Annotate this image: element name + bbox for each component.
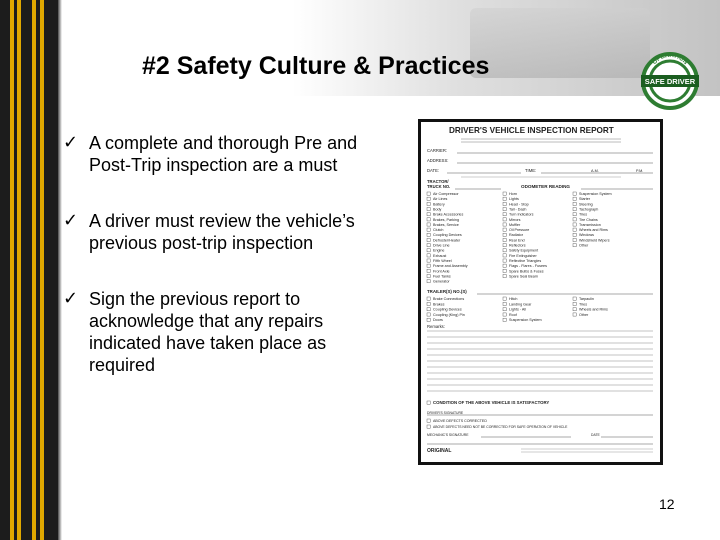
- form-item: Safety Equipment: [509, 248, 539, 253]
- form-checkbox: [573, 313, 576, 316]
- form-item: Coupling Devices: [433, 307, 462, 312]
- form-item: Tail - Dash: [509, 207, 527, 212]
- form-item: Exhaust: [433, 253, 447, 258]
- form-checkbox: [503, 254, 506, 257]
- form-checkbox: [427, 269, 430, 272]
- form-item: Tachograph: [579, 207, 599, 212]
- form-checkbox: [427, 313, 430, 316]
- form-item: Coupling (King) Pin: [433, 312, 465, 317]
- form-item: Lights - All: [509, 307, 527, 312]
- form-checkbox: [503, 228, 506, 231]
- form-mechanic-signature-label: MECHANIC'S SIGNATURE: [427, 433, 469, 437]
- form-checkbox: [427, 259, 430, 262]
- form-checkbox: [573, 223, 576, 226]
- form-item: Reflective Triangles: [509, 258, 542, 263]
- form-original-label: ORIGINAL: [427, 448, 452, 454]
- form-item: Roof: [509, 312, 517, 317]
- form-item: Rear End: [509, 238, 525, 243]
- form-item: Flags - Flares - Fusees: [509, 264, 547, 269]
- form-checkbox: [427, 419, 430, 422]
- form-item: Generator: [433, 279, 450, 284]
- form-not-corrected-label: ABOVE DEFECTS NEED NOT BE CORRECTED FOR SAFE OPERATION OF VEHICLE: [433, 425, 568, 429]
- road-stripe-decoration: [0, 0, 62, 540]
- form-checkbox: [503, 192, 506, 195]
- form-checkbox: [503, 207, 506, 210]
- form-checkbox: [427, 197, 430, 200]
- road-line: [32, 0, 36, 540]
- form-checkbox: [427, 254, 430, 257]
- form-checkbox: [427, 192, 430, 195]
- form-item: Drive Line: [433, 243, 450, 248]
- form-checkbox: [427, 280, 430, 283]
- form-checkbox: [573, 207, 576, 210]
- inspection-report-image: [418, 119, 663, 465]
- form-item: Suspension System: [509, 318, 542, 323]
- form-checkbox: [427, 308, 430, 311]
- form-item: Hitch: [509, 297, 518, 301]
- form-checkbox: [503, 302, 506, 305]
- form-item: Transmission: [579, 222, 601, 227]
- form-item: Engine: [433, 248, 445, 253]
- form-checkbox: [427, 213, 430, 216]
- form-item: Tires: [579, 302, 588, 307]
- form-item: Other: [579, 243, 589, 248]
- page-number: 12: [659, 496, 675, 512]
- form-checkbox: [573, 202, 576, 205]
- form-item: Brake Accessories: [433, 212, 464, 217]
- form-checkbox: [427, 302, 430, 305]
- form-item: Other: [579, 312, 589, 317]
- bullet-list: [63, 132, 363, 410]
- form-item: Coupling Devices: [433, 233, 462, 238]
- form-checkbox: [503, 238, 506, 241]
- bullet-item: [63, 288, 363, 376]
- form-item: Starter: [579, 197, 591, 202]
- form-item: Fire Extinguisher: [509, 253, 537, 258]
- form-item: Tire Chains: [579, 217, 598, 222]
- form-address-label: ADDRESS:: [427, 158, 449, 163]
- form-checkbox: [427, 264, 430, 267]
- form-item: Turn Indicators: [509, 212, 534, 217]
- form-checkbox: [503, 223, 506, 226]
- form-checkbox: [503, 233, 506, 236]
- form-item: Doors: [433, 318, 443, 323]
- logo-main-text: SAFE DRIVER: [644, 77, 696, 86]
- safe-driver-logo: [641, 52, 699, 110]
- form-item: Head - Stop: [509, 202, 529, 207]
- truck-silhouette: [470, 8, 650, 78]
- form-condition-label: CONDITION OF THE ABOVE VEHICLE IS SATISFACTORY: [433, 400, 550, 405]
- form-item: Horn: [509, 192, 517, 196]
- form-checkbox: [503, 313, 506, 316]
- form-item: Oil Pressure: [509, 228, 530, 233]
- form-checkbox: [503, 269, 506, 272]
- form-checkbox: [573, 308, 576, 311]
- form-checkbox: [427, 274, 430, 277]
- form-item: Brakes, Service: [433, 222, 459, 227]
- form-am-label: A.M.: [591, 169, 599, 173]
- form-checkbox: [573, 192, 576, 195]
- form-driver-signature-label: DRIVER'S SIGNATURE: [427, 411, 464, 415]
- form-time-label: TIME:: [525, 168, 537, 173]
- form-checkbox: [573, 213, 576, 216]
- form-item: Frame and Assembly: [433, 264, 468, 269]
- check-icon: ✓: [63, 132, 79, 153]
- check-icon: ✓: [63, 288, 79, 309]
- logo-top-text: OPERATION: [651, 52, 689, 67]
- form-item: Defroster/Heater: [433, 238, 461, 243]
- form-remarks-label: Remarks:: [427, 324, 445, 329]
- form-checkbox: [573, 302, 576, 305]
- form-checkbox: [573, 297, 576, 300]
- form-checkbox: [573, 244, 576, 247]
- form-tractor-label: TRACTOR/: [427, 179, 449, 184]
- form-item: Windows: [579, 233, 594, 238]
- form-checkbox: [503, 202, 506, 205]
- form-item: Spare Bulbs & Fuses: [509, 269, 544, 274]
- form-item: Front Axle: [433, 269, 450, 274]
- form-checkbox: [503, 259, 506, 262]
- form-item: Landing Gear: [509, 302, 532, 307]
- form-checkbox: [427, 223, 430, 226]
- form-item: Air Compressor: [433, 192, 459, 196]
- form-pm-label: P.M.: [636, 169, 644, 173]
- form-checkbox: [427, 228, 430, 231]
- form-checkbox: [427, 202, 430, 205]
- form-item: Wheels and Rims: [579, 307, 608, 312]
- form-checkbox: [427, 207, 430, 210]
- form-checkbox: [503, 264, 506, 267]
- form-carrier-label: CARRIER:: [427, 148, 448, 153]
- form-checkbox: [573, 238, 576, 241]
- check-icon: ✓: [63, 210, 79, 231]
- form-item: Clutch: [433, 228, 444, 233]
- road-line: [17, 0, 21, 540]
- form-date-label: DATE:: [427, 168, 440, 173]
- form-checkbox: [427, 425, 430, 428]
- form-item: Mirrors: [509, 217, 521, 222]
- form-checkbox: [503, 318, 506, 321]
- form-item: Brake Connections: [433, 297, 465, 301]
- form-item: Windshield Wipers: [579, 238, 610, 243]
- form-item: Steering: [579, 202, 593, 207]
- form-item: Body: [433, 207, 442, 212]
- form-checkbox: [503, 297, 506, 300]
- form-checkbox: [427, 218, 430, 221]
- form-checkbox: [503, 218, 506, 221]
- form-checkbox: [573, 228, 576, 231]
- inspection-report-drawing: [421, 122, 660, 462]
- inspection-report-form: [421, 122, 660, 462]
- slide-title: #2 Safety Culture & Practices: [142, 52, 490, 80]
- form-item: Lights: [509, 197, 519, 202]
- form-item: Radiator: [509, 233, 523, 238]
- form-checkbox: [503, 213, 506, 216]
- form-checkbox: [573, 233, 576, 236]
- form-checkbox: [573, 197, 576, 200]
- form-checkbox: [427, 318, 430, 321]
- form-item: Suspension System: [579, 192, 612, 196]
- form-checkbox: [427, 297, 430, 300]
- form-item: Muffler: [509, 222, 521, 227]
- form-item: Wheels and Rims: [579, 228, 608, 233]
- form-item: Tarpaulin: [579, 297, 594, 301]
- form-item: Fifth Wheel: [433, 258, 452, 263]
- form-checkbox: [503, 308, 506, 311]
- form-checkbox: [573, 218, 576, 221]
- form-item: Spare Seal Beam: [509, 274, 538, 279]
- form-checkbox: [427, 249, 430, 252]
- header-background-photo: [62, 0, 720, 96]
- form-title: DRIVER'S VEHICLE INSPECTION REPORT: [449, 126, 614, 135]
- form-corrected-label: ABOVE DEFECTS CORRECTED: [433, 419, 487, 423]
- form-trailer-label: TRAILER(S) NO.(S): [427, 289, 467, 294]
- form-item: Air Lines: [433, 197, 448, 202]
- form-checkbox: [503, 244, 506, 247]
- road-line: [40, 0, 44, 540]
- form-date2-label: DATE: [591, 433, 600, 437]
- form-item: Brakes, Parking: [433, 217, 460, 222]
- form-item: Brakes: [433, 302, 445, 307]
- bullet-text: A complete and thorough Pre and Post-Trip inspection are a must: [89, 133, 358, 175]
- bullet-item: [63, 210, 363, 254]
- bullet-text: Sign the previous report to acknowledge that any repairs indicated have taken place as required: [89, 289, 327, 375]
- form-tractor-label: TRUCK NO.: [427, 184, 451, 189]
- bullet-item: [63, 132, 363, 176]
- form-checkbox: [427, 233, 430, 236]
- bullet-text: A driver must review the vehicle’s previous post-trip inspection: [89, 211, 355, 253]
- form-checkbox: [427, 238, 430, 241]
- form-odometer-label: ODOMETER READING: [521, 184, 571, 189]
- form-checkbox: [503, 249, 506, 252]
- form-checkbox: [503, 274, 506, 277]
- form-item: Battery: [433, 202, 445, 207]
- form-item: Reflectors: [509, 243, 526, 248]
- form-checkbox: [427, 244, 430, 247]
- form-checkbox: [503, 197, 506, 200]
- form-checkbox: [427, 401, 430, 404]
- form-item: Fuel Tanks: [433, 274, 451, 279]
- form-item: Tires: [579, 212, 588, 217]
- road-line: [10, 0, 14, 540]
